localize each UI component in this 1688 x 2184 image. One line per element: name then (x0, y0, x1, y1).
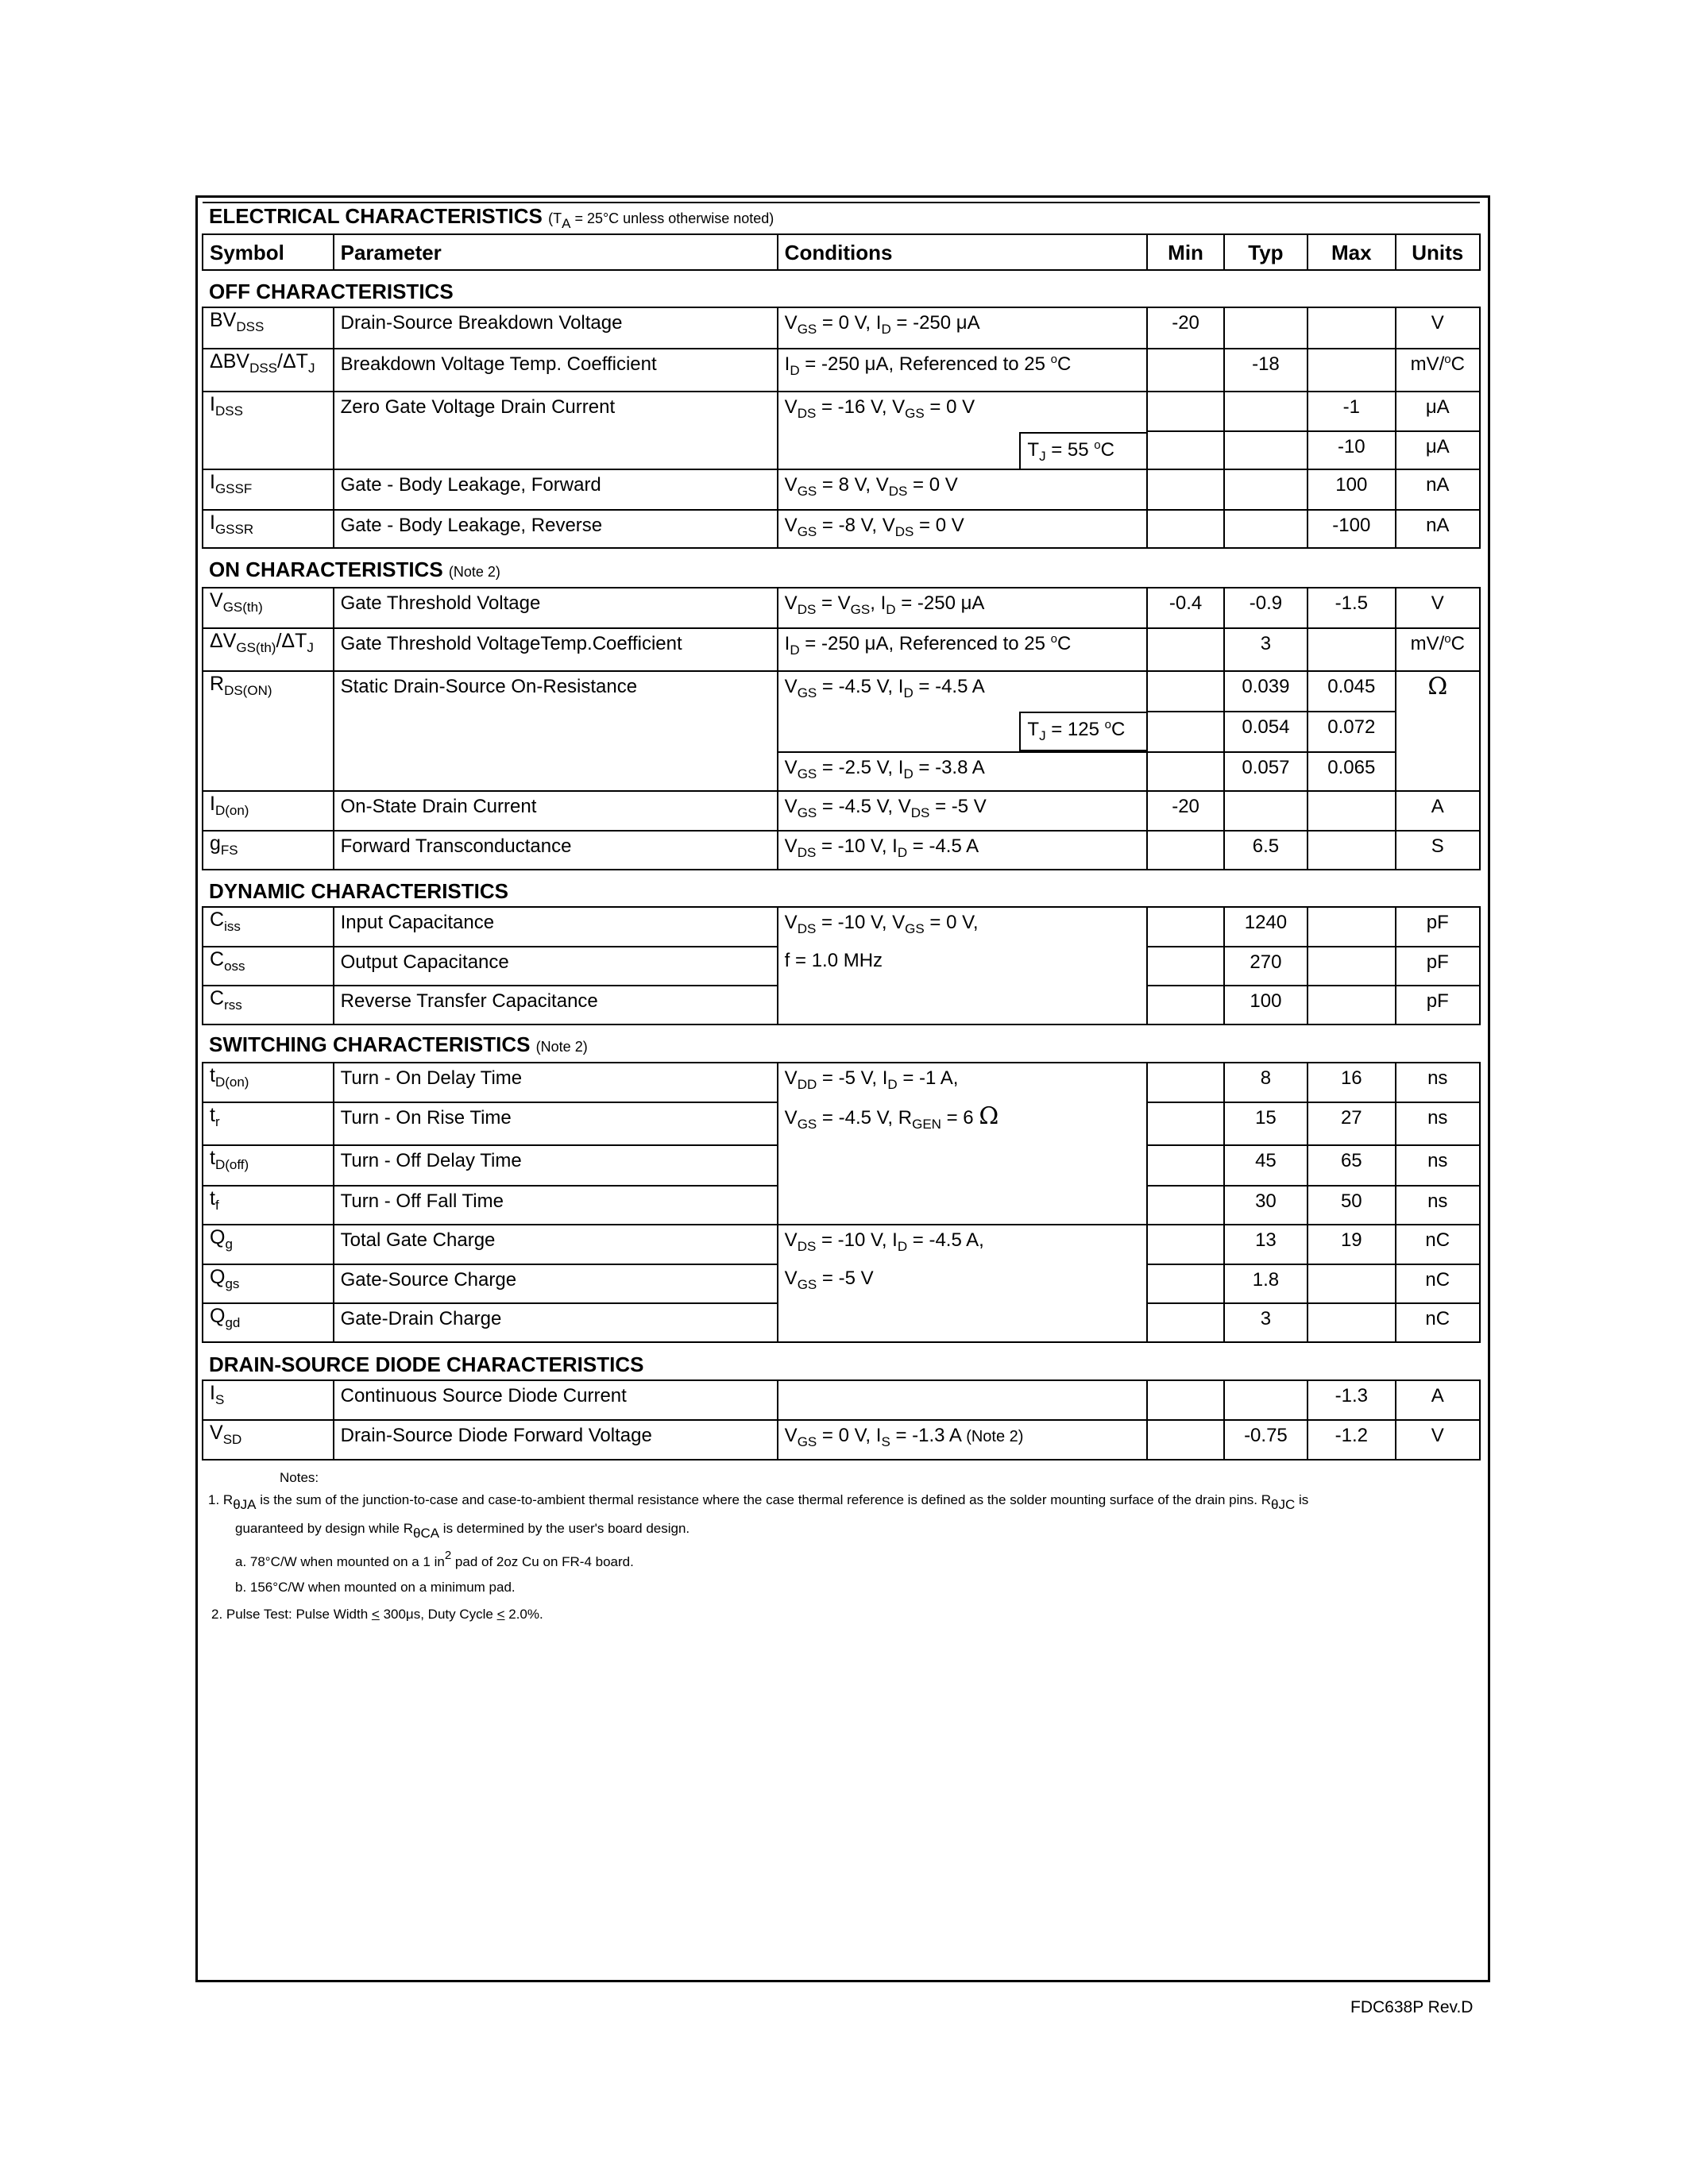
min-bvdss: -20 (1147, 307, 1223, 349)
param-tr: Turn - On Rise Time (334, 1102, 778, 1145)
cond-igssr: $V_{GS} = -8$ V, $V_{DS} = 0$ V (778, 510, 1148, 548)
typ-igssr (1224, 510, 1308, 548)
max-bvdss (1308, 307, 1395, 349)
typ-coss: 270 (1224, 947, 1308, 986)
typ-idss-55c (1224, 431, 1308, 469)
symbol-qgs: $Q_{gs}$ (203, 1264, 334, 1303)
typ-vgsth: -0.9 (1224, 588, 1308, 628)
typ-qgs: 1.8 (1224, 1264, 1308, 1303)
symbol-gfs: $g_{FS}$ (203, 831, 334, 870)
typ-dvgsth: 3 (1224, 628, 1308, 671)
section-diode: DRAIN-SOURCE DIODE CHARACTERISTICS (203, 1342, 1480, 1380)
cond-igssf: $V_{GS} = 8$ V, $V_{DS} = 0$ V (778, 469, 1148, 510)
cond-rdson-1: $V_{GS} = -4.5$ V, $I_D = -4.5$ A (778, 671, 1148, 712)
param-bvdss: Drain-Source Breakdown Voltage (334, 307, 778, 349)
header-typ: Typ (1224, 234, 1308, 270)
symbol-crss: $C_{rss}$ (203, 986, 334, 1024)
note-1-line-2: guaranteed by design while $R_{\theta CA}$ is determined by the user's board design. (235, 1521, 690, 1541)
typ-tdoff: 45 (1224, 1145, 1308, 1186)
units-coss: pF (1396, 947, 1480, 986)
symbol-qgd: $Q_{gd}$ (203, 1303, 334, 1342)
note-1a: a. 78°C/W when mounted on a 1 $in^2$ pad of 2oz Cu on FR-4 board. (235, 1549, 634, 1569)
max-tdoff: 65 (1308, 1145, 1395, 1186)
note-1-line-1: 1. $R_{\theta JA}$ is the sum of the junction-to-case and case-to-ambient thermal resistance where the case thermal reference is defined as the solder mounting surface of the drain pins. $R_{\theta JC}$ is (208, 1492, 1309, 1512)
units-idon: A (1396, 791, 1480, 831)
max-vsd: -1.2 (1308, 1420, 1395, 1460)
section-on: ON CHARACTERISTICS (Note 2) (203, 548, 1480, 588)
max-coss (1308, 947, 1395, 986)
min-crss (1147, 986, 1223, 1024)
units-is: A (1396, 1380, 1480, 1420)
units-dbvdss: mV/$^o$C (1396, 349, 1480, 392)
symbol-rdson: $R_{DS(ON)}$ (203, 671, 334, 791)
row-bvdss (203, 307, 1480, 349)
notes-heading: Notes: (280, 1470, 319, 1485)
max-igssf: 100 (1308, 469, 1395, 510)
symbol-dvgsth: $\Delta V_{GS(th)}/\Delta T_J$ (203, 628, 334, 671)
param-coss: Output Capacitance (334, 947, 778, 986)
units-qg: nC (1396, 1225, 1480, 1264)
cond-rdson-125c-cell (778, 712, 1148, 752)
max-tr: 27 (1308, 1102, 1395, 1145)
typ-tf: 30 (1224, 1186, 1308, 1225)
row-is (203, 1380, 1480, 1420)
symbol-is: $I_S$ (203, 1380, 334, 1420)
row-igssf (203, 469, 1480, 510)
max-rdson-2: 0.072 (1308, 712, 1395, 752)
param-vgsth: Gate Threshold Voltage (334, 588, 778, 628)
units-bvdss: V (1396, 307, 1480, 349)
typ-rdson-3: 0.057 (1224, 752, 1308, 791)
row-tdon (203, 1063, 1480, 1102)
units-rdson: Ω (1396, 671, 1480, 791)
units-dvgsth: mV/$^o$C (1396, 628, 1480, 671)
max-idss-55c: -10 (1308, 431, 1395, 469)
cond-dvgsth: $I_D = -250$ μA, Referenced to 25 $^o$C (778, 628, 1148, 671)
symbol-idon: $I_{D(on)}$ (203, 791, 334, 831)
cond-is (778, 1380, 1148, 1420)
symbol-vgsth: $V_{GS(th)}$ (203, 588, 334, 628)
param-ciss: Input Capacitance (334, 907, 778, 947)
header-min: Min (1147, 234, 1223, 270)
typ-rdson-1: 0.039 (1224, 671, 1308, 712)
units-idss: μA (1396, 392, 1480, 431)
typ-vsd: -0.75 (1224, 1420, 1308, 1460)
cond-idss-55c-cell (778, 431, 1148, 469)
param-crss: Reverse Transfer Capacitance (334, 986, 778, 1024)
typ-dbvdss: -18 (1224, 349, 1308, 392)
title-condition: ($T_A = 25^\circ C$ unless otherwise noted) (548, 210, 774, 231)
max-is: -1.3 (1308, 1380, 1395, 1420)
header-conditions: Conditions (778, 234, 1148, 270)
max-dbvdss (1308, 349, 1395, 392)
title-main: ELECTRICAL CHARACTERISTICS (209, 204, 543, 228)
row-rdson (203, 671, 1480, 712)
min-qgd (1147, 1303, 1223, 1342)
symbol-bvdss: $BV_{DSS}$ (203, 307, 334, 349)
note-1b: b. 156°C/W when mounted on a minimum pad. (235, 1580, 516, 1595)
max-rdson-3: 0.065 (1308, 752, 1395, 791)
max-rdson-1: 0.045 (1308, 671, 1395, 712)
param-qgs: Gate-Source Charge (334, 1264, 778, 1303)
min-tdoff (1147, 1145, 1223, 1186)
symbol-idss: $I_{DSS}$ (203, 392, 334, 469)
max-crss (1308, 986, 1395, 1024)
units-ciss: pF (1396, 907, 1480, 947)
cond-vgsth: $V_{DS} = V_{GS}$, $I_D = -250$ μA (778, 588, 1148, 628)
typ-crss: 100 (1224, 986, 1308, 1024)
param-tdon: Turn - On Delay Time (334, 1063, 778, 1102)
cond-dynamic: $V_{DS} = -10$ V, $V_{GS} = 0$ V, f = 1.0 MHz (778, 907, 1148, 1024)
param-rdson: Static Drain-Source On-Resistance (334, 671, 778, 791)
param-dvgsth: Gate Threshold VoltageTemp.Coefficient (334, 628, 778, 671)
cond-idon: $V_{GS} = -4.5$ V, $V_{DS} = -5$ V (778, 791, 1148, 831)
max-idss: -1 (1308, 392, 1395, 431)
param-qg: Total Gate Charge (334, 1225, 778, 1264)
cond-idss-55c: $T_J = 55$ $^o$C (1019, 432, 1146, 469)
min-coss (1147, 947, 1223, 986)
cond-switching-a: $V_{DD} = -5$ V, $I_D = -1$ A, $V_{GS} = -4.5$ V, $R_{GEN} = 6$ Ω (778, 1063, 1148, 1225)
units-vgsth: V (1396, 588, 1480, 628)
units-gfs: S (1396, 831, 1480, 870)
param-dbvdss: Breakdown Voltage Temp. Coefficient (334, 349, 778, 392)
section-off: OFF CHARACTERISTICS (203, 270, 1480, 307)
max-igssr: -100 (1308, 510, 1395, 548)
max-qgs (1308, 1264, 1395, 1303)
header-row (203, 234, 1480, 270)
symbol-ciss: $C_{iss}$ (203, 907, 334, 947)
min-idss (1147, 392, 1223, 431)
units-igssf: nA (1396, 469, 1480, 510)
symbol-igssf: $I_{GSSF}$ (203, 469, 334, 510)
typ-ciss: 1240 (1224, 907, 1308, 947)
typ-qgd: 3 (1224, 1303, 1308, 1342)
min-rdson-1 (1147, 671, 1223, 712)
symbol-tdon: $t_{D(on)}$ (203, 1063, 334, 1102)
min-is (1147, 1380, 1223, 1420)
param-igssr: Gate - Body Leakage, Reverse (334, 510, 778, 548)
cond-dbvdss: $I_D = -250$ μA, Referenced to 25 $^o$C (778, 349, 1148, 392)
min-rdson-2 (1147, 712, 1223, 752)
typ-idon (1224, 791, 1308, 831)
table-title (203, 203, 1480, 234)
symbol-tdoff: $t_{D(off)}$ (203, 1145, 334, 1186)
row-vsd (203, 1420, 1480, 1460)
param-igssf: Gate - Body Leakage, Forward (334, 469, 778, 510)
min-tdon (1147, 1063, 1223, 1102)
notes-section (208, 1469, 1479, 1623)
row-idon (203, 791, 1480, 831)
footer-part-revision: FDC638P Rev.D (1350, 1998, 1474, 2016)
min-igssf (1147, 469, 1223, 510)
cond-rdson-3: $V_{GS} = -2.5$ V, $I_D = -3.8$ A (778, 752, 1148, 791)
param-is: Continuous Source Diode Current (334, 1380, 778, 1420)
units-tdoff: ns (1396, 1145, 1480, 1186)
min-gfs (1147, 831, 1223, 870)
units-qgd: nC (1396, 1303, 1480, 1342)
min-idss-55c (1147, 431, 1223, 469)
typ-bvdss (1224, 307, 1308, 349)
min-ciss (1147, 907, 1223, 947)
typ-igssf (1224, 469, 1308, 510)
min-vgsth: -0.4 (1147, 588, 1223, 628)
typ-qg: 13 (1224, 1225, 1308, 1264)
row-gfs (203, 831, 1480, 870)
symbol-vsd: $V_{SD}$ (203, 1420, 334, 1460)
max-tdon: 16 (1308, 1063, 1395, 1102)
header-units: Units (1396, 234, 1480, 270)
min-tr (1147, 1102, 1223, 1145)
param-gfs: Forward Transconductance (334, 831, 778, 870)
typ-rdson-2: 0.054 (1224, 712, 1308, 752)
row-vgsth (203, 588, 1480, 628)
units-igssr: nA (1396, 510, 1480, 548)
units-idss-55c: μA (1396, 431, 1480, 469)
cond-gfs: $V_{DS} = -10$ V, $I_D = -4.5$ A (778, 831, 1148, 870)
cond-vsd: $V_{GS} = 0$ V, $I_S = -1.3$ A (Note 2) (778, 1420, 1148, 1460)
note-2: 2. Pulse Test: Pulse Width < 300μs, Duty Cycle < 2.0%. (211, 1607, 543, 1622)
typ-gfs: 6.5 (1224, 831, 1308, 870)
typ-tr: 15 (1224, 1102, 1308, 1145)
electrical-characteristics-table (202, 202, 1481, 1461)
symbol-coss: $C_{oss}$ (203, 947, 334, 986)
param-idss: Zero Gate Voltage Drain Current (334, 392, 778, 469)
row-idss (203, 392, 1480, 431)
header-parameter: Parameter (334, 234, 778, 270)
units-tdon: ns (1396, 1063, 1480, 1102)
min-vsd (1147, 1420, 1223, 1460)
min-qgs (1147, 1264, 1223, 1303)
section-switching: SWITCHING CHARACTERISTICS (Note 2) (203, 1024, 1480, 1063)
cond-bvdss: $V_{GS} = 0$ V, $I_D = -250$ μA (778, 307, 1148, 349)
units-tf: ns (1396, 1186, 1480, 1225)
units-vsd: V (1396, 1420, 1480, 1460)
min-dvgsth (1147, 628, 1223, 671)
param-idon: On-State Drain Current (334, 791, 778, 831)
typ-tdon: 8 (1224, 1063, 1308, 1102)
row-ciss (203, 907, 1480, 947)
max-tf: 50 (1308, 1186, 1395, 1225)
max-gfs (1308, 831, 1395, 870)
param-qgd: Gate-Drain Charge (334, 1303, 778, 1342)
symbol-qg: $Q_g$ (203, 1225, 334, 1264)
row-dbvdss (203, 349, 1480, 392)
cond-idss: $V_{DS} = -16$ V, $V_{GS} = 0$ V (778, 392, 1148, 431)
typ-idss (1224, 392, 1308, 431)
min-qg (1147, 1225, 1223, 1264)
min-dbvdss (1147, 349, 1223, 392)
min-idon: -20 (1147, 791, 1223, 831)
param-tdoff: Turn - Off Delay Time (334, 1145, 778, 1186)
units-qgs: nC (1396, 1264, 1480, 1303)
typ-is (1224, 1380, 1308, 1420)
header-max: Max (1308, 234, 1395, 270)
row-qg (203, 1225, 1480, 1264)
cond-switching-b: $V_{DS} = -10$ V, $I_D = -4.5$ A, $V_{GS} = -5$ V (778, 1225, 1148, 1342)
section-dynamic: DYNAMIC CHARACTERISTICS (203, 870, 1480, 907)
param-tf: Turn - Off Fall Time (334, 1186, 778, 1225)
max-qgd (1308, 1303, 1395, 1342)
symbol-tf: $t_f$ (203, 1186, 334, 1225)
param-vsd: Drain-Source Diode Forward Voltage (334, 1420, 778, 1460)
header-symbol: Symbol (203, 234, 334, 270)
min-igssr (1147, 510, 1223, 548)
row-igssr (203, 510, 1480, 548)
row-dvgsth (203, 628, 1480, 671)
max-qg: 19 (1308, 1225, 1395, 1264)
units-tr: ns (1396, 1102, 1480, 1145)
symbol-dbvdss: $\Delta BV_{DSS}/\Delta T_J$ (203, 349, 334, 392)
max-idon (1308, 791, 1395, 831)
min-tf (1147, 1186, 1223, 1225)
max-ciss (1308, 907, 1395, 947)
max-vgsth: -1.5 (1308, 588, 1395, 628)
symbol-tr: $t_r$ (203, 1102, 334, 1145)
cond-rdson-125c: $T_J = 125$ $^o$C (1019, 712, 1146, 751)
units-crss: pF (1396, 986, 1480, 1024)
max-dvgsth (1308, 628, 1395, 671)
symbol-igssr: $I_{GSSR}$ (203, 510, 334, 548)
min-rdson-3 (1147, 752, 1223, 791)
